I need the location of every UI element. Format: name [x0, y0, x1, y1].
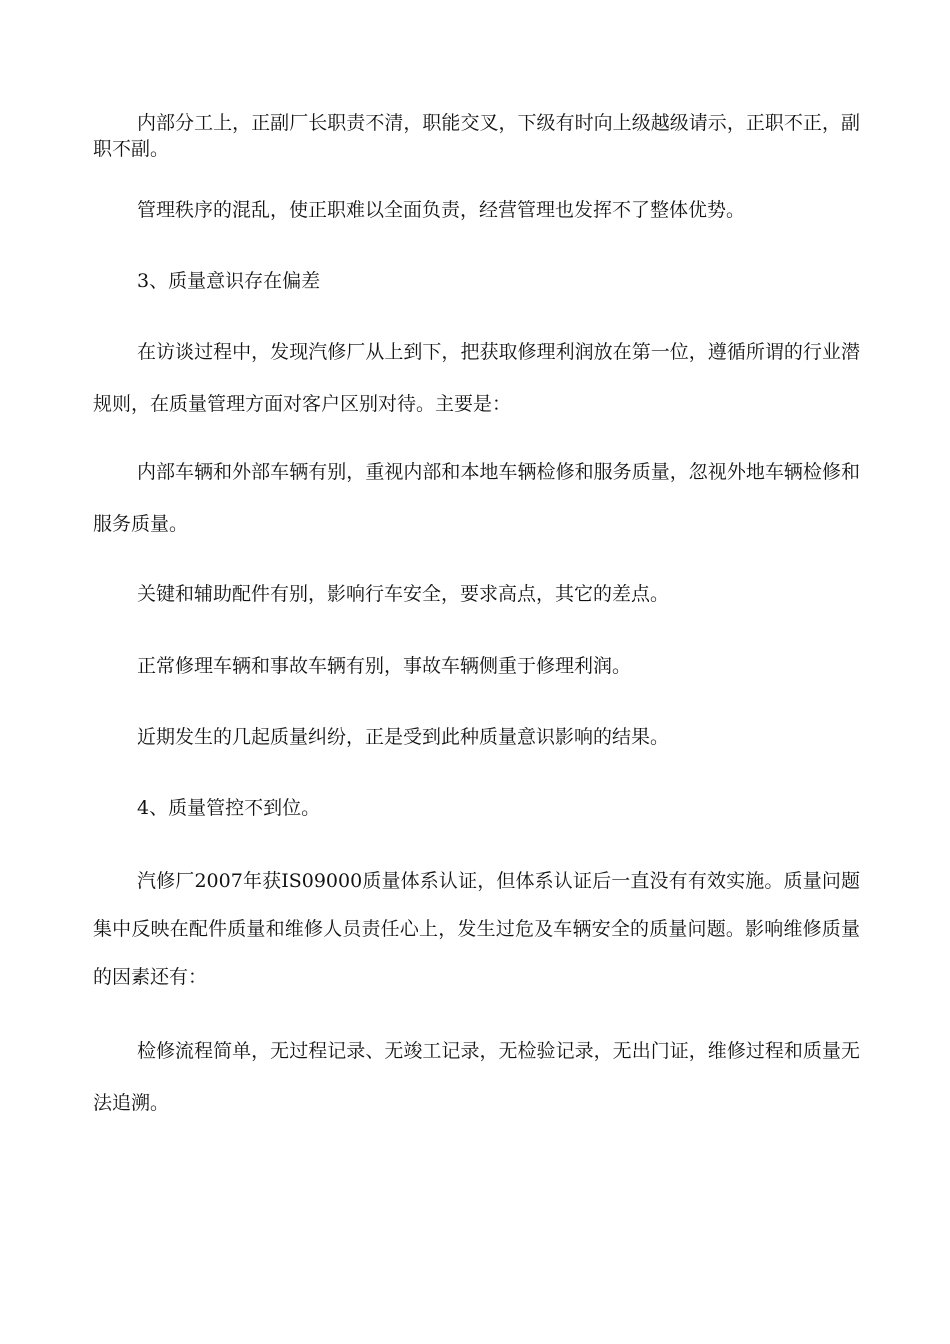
paragraph-internal-external-vehicles: 内部车辆和外部车辆有别，重视内部和本地车辆检修和服务质量，忽视外地车辆检修和服务质量。 — [93, 461, 860, 535]
paragraph-iso-certification: 汽修厂2007年获IS09000质量体系认证，但体系认证后一直没有有效实施。质量问题集中反映在配件质量和维修人员责任心上，发生过危及车辆安全的质量问题。影响维修质量的因素还有： — [93, 870, 860, 988]
paragraph-inspection-process: 检修流程简单，无过程记录、无竣工记录，无检验记录，无出门证，维修过程和质量无法追溯。 — [93, 1040, 860, 1114]
paragraph-normal-accident-vehicles: 正常修理车辆和事故车辆有别，事故车辆侧重于修理利润。 — [137, 655, 632, 677]
paragraph-management-disorder: 管理秩序的混乱，使正职难以全面负责，经营管理也发挥不了整体优势。 — [137, 199, 746, 221]
paragraph-quality-disputes: 近期发生的几起质量纠纷，正是受到此种质量意识影响的结果。 — [137, 726, 670, 748]
paragraph-key-auxiliary-parts: 关键和辅助配件有别，影响行车安全，要求高点，其它的差点。 — [137, 583, 670, 605]
section-heading-quality-awareness: 3、质量意识存在偏差 — [137, 270, 321, 292]
paragraph-interview-findings: 在访谈过程中，发现汽修厂从上到下，把获取修理利润放在第一位，遵循所谓的行业潜规则，在质量管理方面对客户区别对待。主要是： — [93, 341, 860, 415]
paragraph-division-of-labor: 内部分工上，正副厂长职责不清，职能交叉，下级有时向上级越级请示，正职不正，副职不副。 — [93, 112, 860, 160]
section-heading-quality-control: 4、质量管控不到位。 — [137, 797, 321, 819]
